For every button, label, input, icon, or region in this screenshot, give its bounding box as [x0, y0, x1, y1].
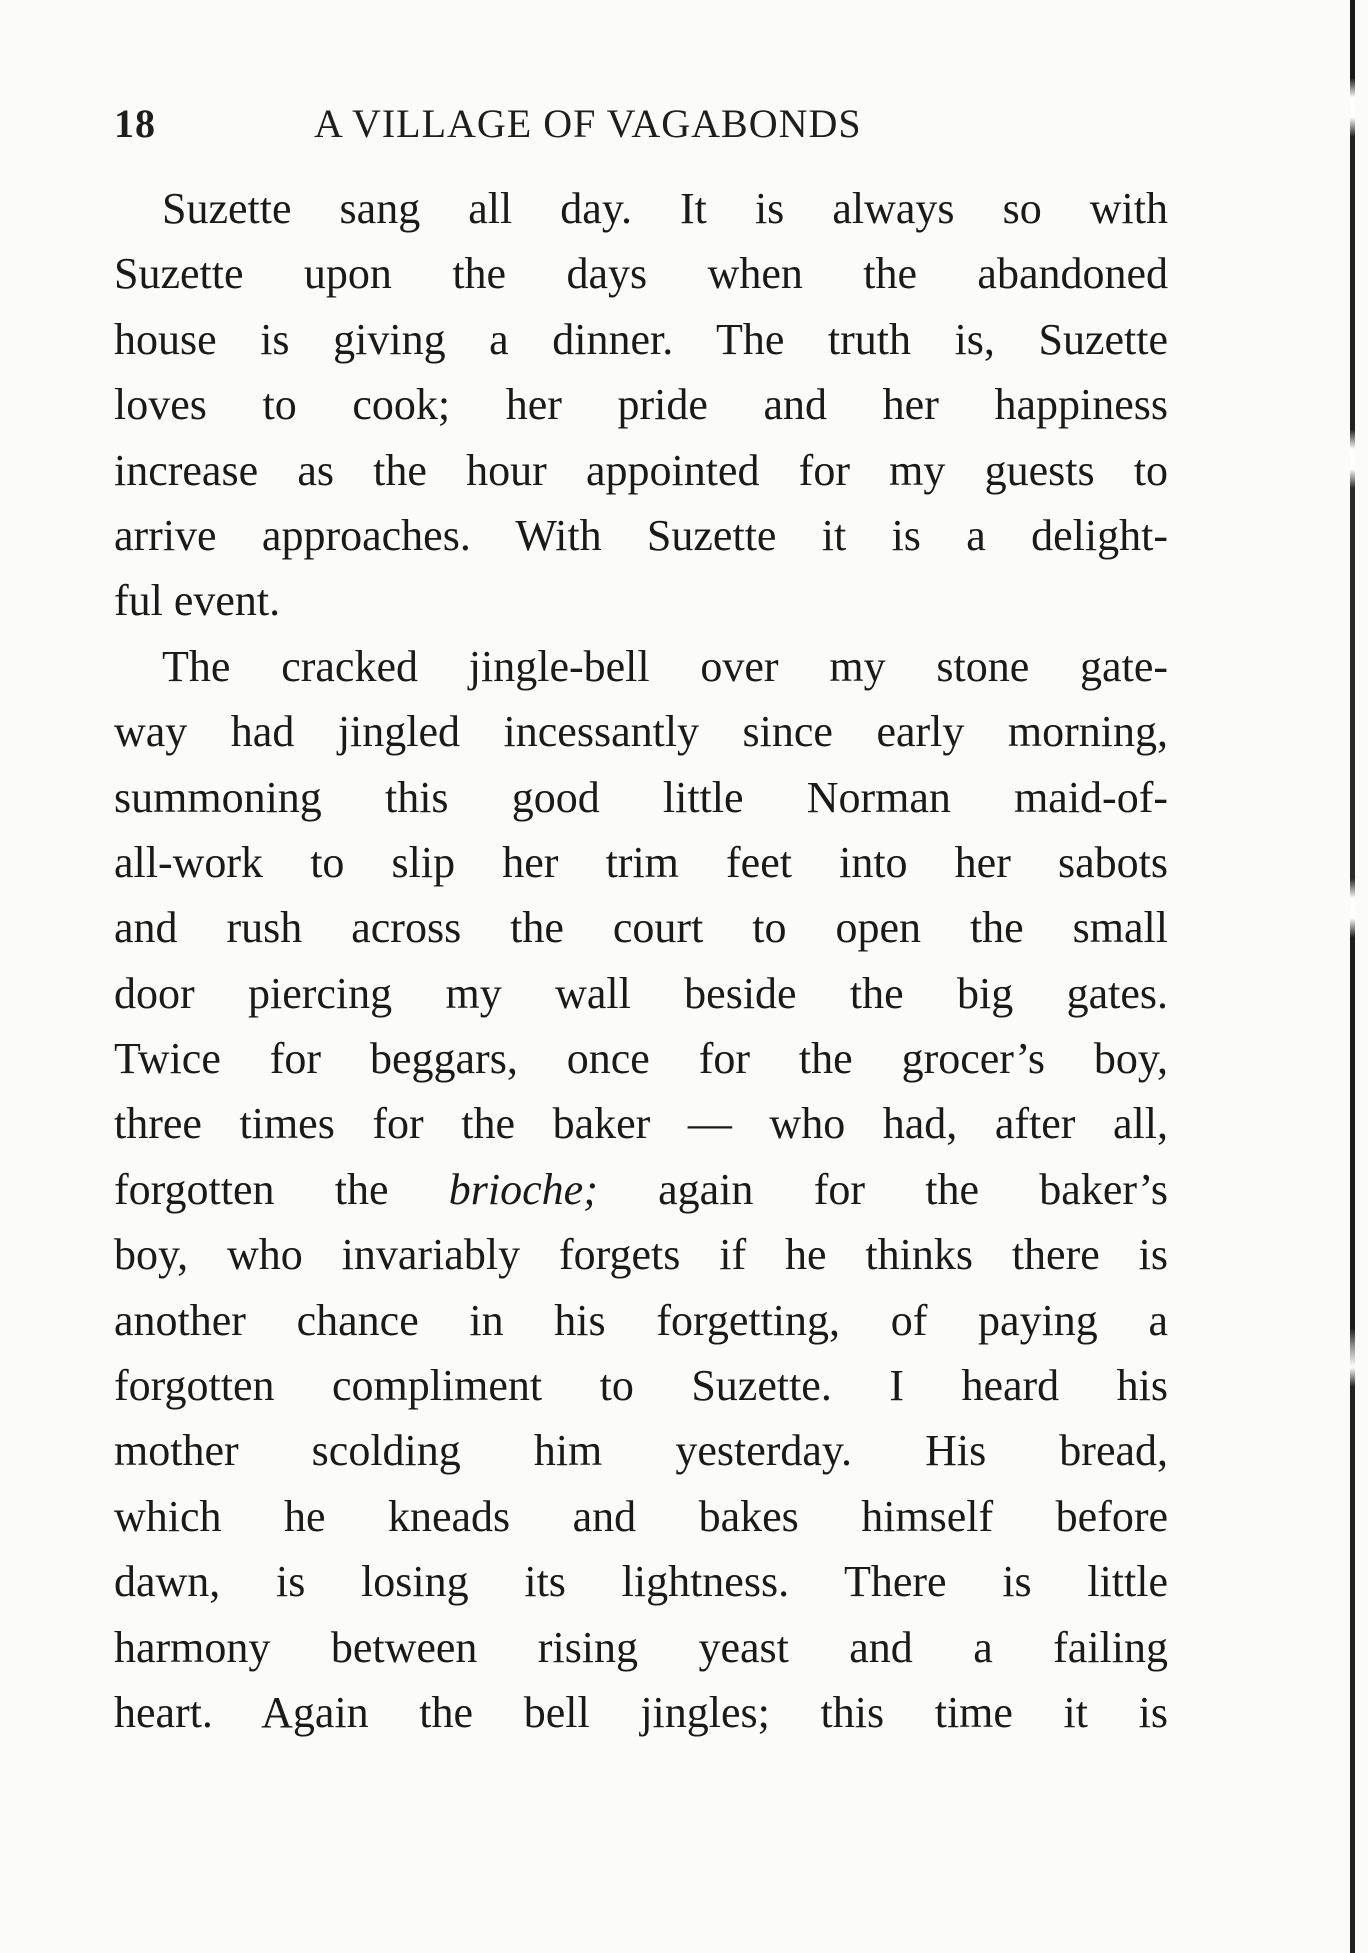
text-line-italic — [114, 1157, 1168, 1222]
italic-word: brioche; — [448, 1164, 598, 1214]
text-segment: again for the baker’s — [597, 1164, 1168, 1214]
binding-edge-line — [1350, 0, 1355, 1953]
text-line: door piercing my wall beside the big gates. — [114, 968, 1168, 1018]
text-line: and rush across the court to open the small — [114, 903, 1168, 953]
text-line: way had jingled incessantly since early morning, — [114, 707, 1168, 757]
text-line: boy, who invariably forgets if he thinks there is — [114, 1230, 1168, 1280]
text-line: increase as the hour appointed for my guests to — [114, 445, 1168, 495]
text-line: harmony between rising yeast and a failing — [114, 1622, 1168, 1672]
text-line: Suzette upon the days when the abandoned — [114, 249, 1168, 299]
text-line: house is giving a dinner. The truth is, Suzette — [114, 314, 1168, 364]
text-line: dawn, is losing its lightness. There is little — [114, 1557, 1168, 1607]
text-line: summoning this good little Norman maid-of- — [114, 772, 1168, 822]
text-line: which he kneads and bakes himself before — [114, 1491, 1168, 1541]
page-header — [114, 100, 1174, 152]
text-line: The cracked jingle-bell over my stone gate- — [162, 641, 1168, 691]
text-line: three times for the baker — who had, after all, — [114, 1099, 1168, 1149]
body-text — [114, 176, 1168, 1745]
text-line: Suzette sang all day. It is always so with — [162, 184, 1168, 233]
page-edge-shadow — [1336, 0, 1368, 1953]
running-title: A VILLAGE OF VAGABONDS — [314, 101, 862, 146]
text-line: ful event. — [114, 576, 281, 626]
text-segment: forgotten the — [114, 1164, 449, 1214]
text-line: loves to cook; her pride and her happiness — [114, 380, 1168, 430]
text-line: Twice for beggars, once for the grocer’s boy, — [114, 1034, 1168, 1084]
text-line: forgotten compliment to Suzette. I heard his — [114, 1361, 1168, 1411]
text-line: another chance in his forgetting, of paying a — [114, 1295, 1168, 1345]
text-line: arrive approaches. With Suzette it is a delight- — [114, 510, 1168, 560]
page-number: 18 — [114, 101, 156, 146]
text-line: heart. Again the bell jingles; this time it is — [114, 1687, 1168, 1737]
text-line: mother scolding him yesterday. His bread, — [114, 1426, 1168, 1476]
text-line: all-work to slip her trim feet into her sabots — [114, 837, 1168, 887]
